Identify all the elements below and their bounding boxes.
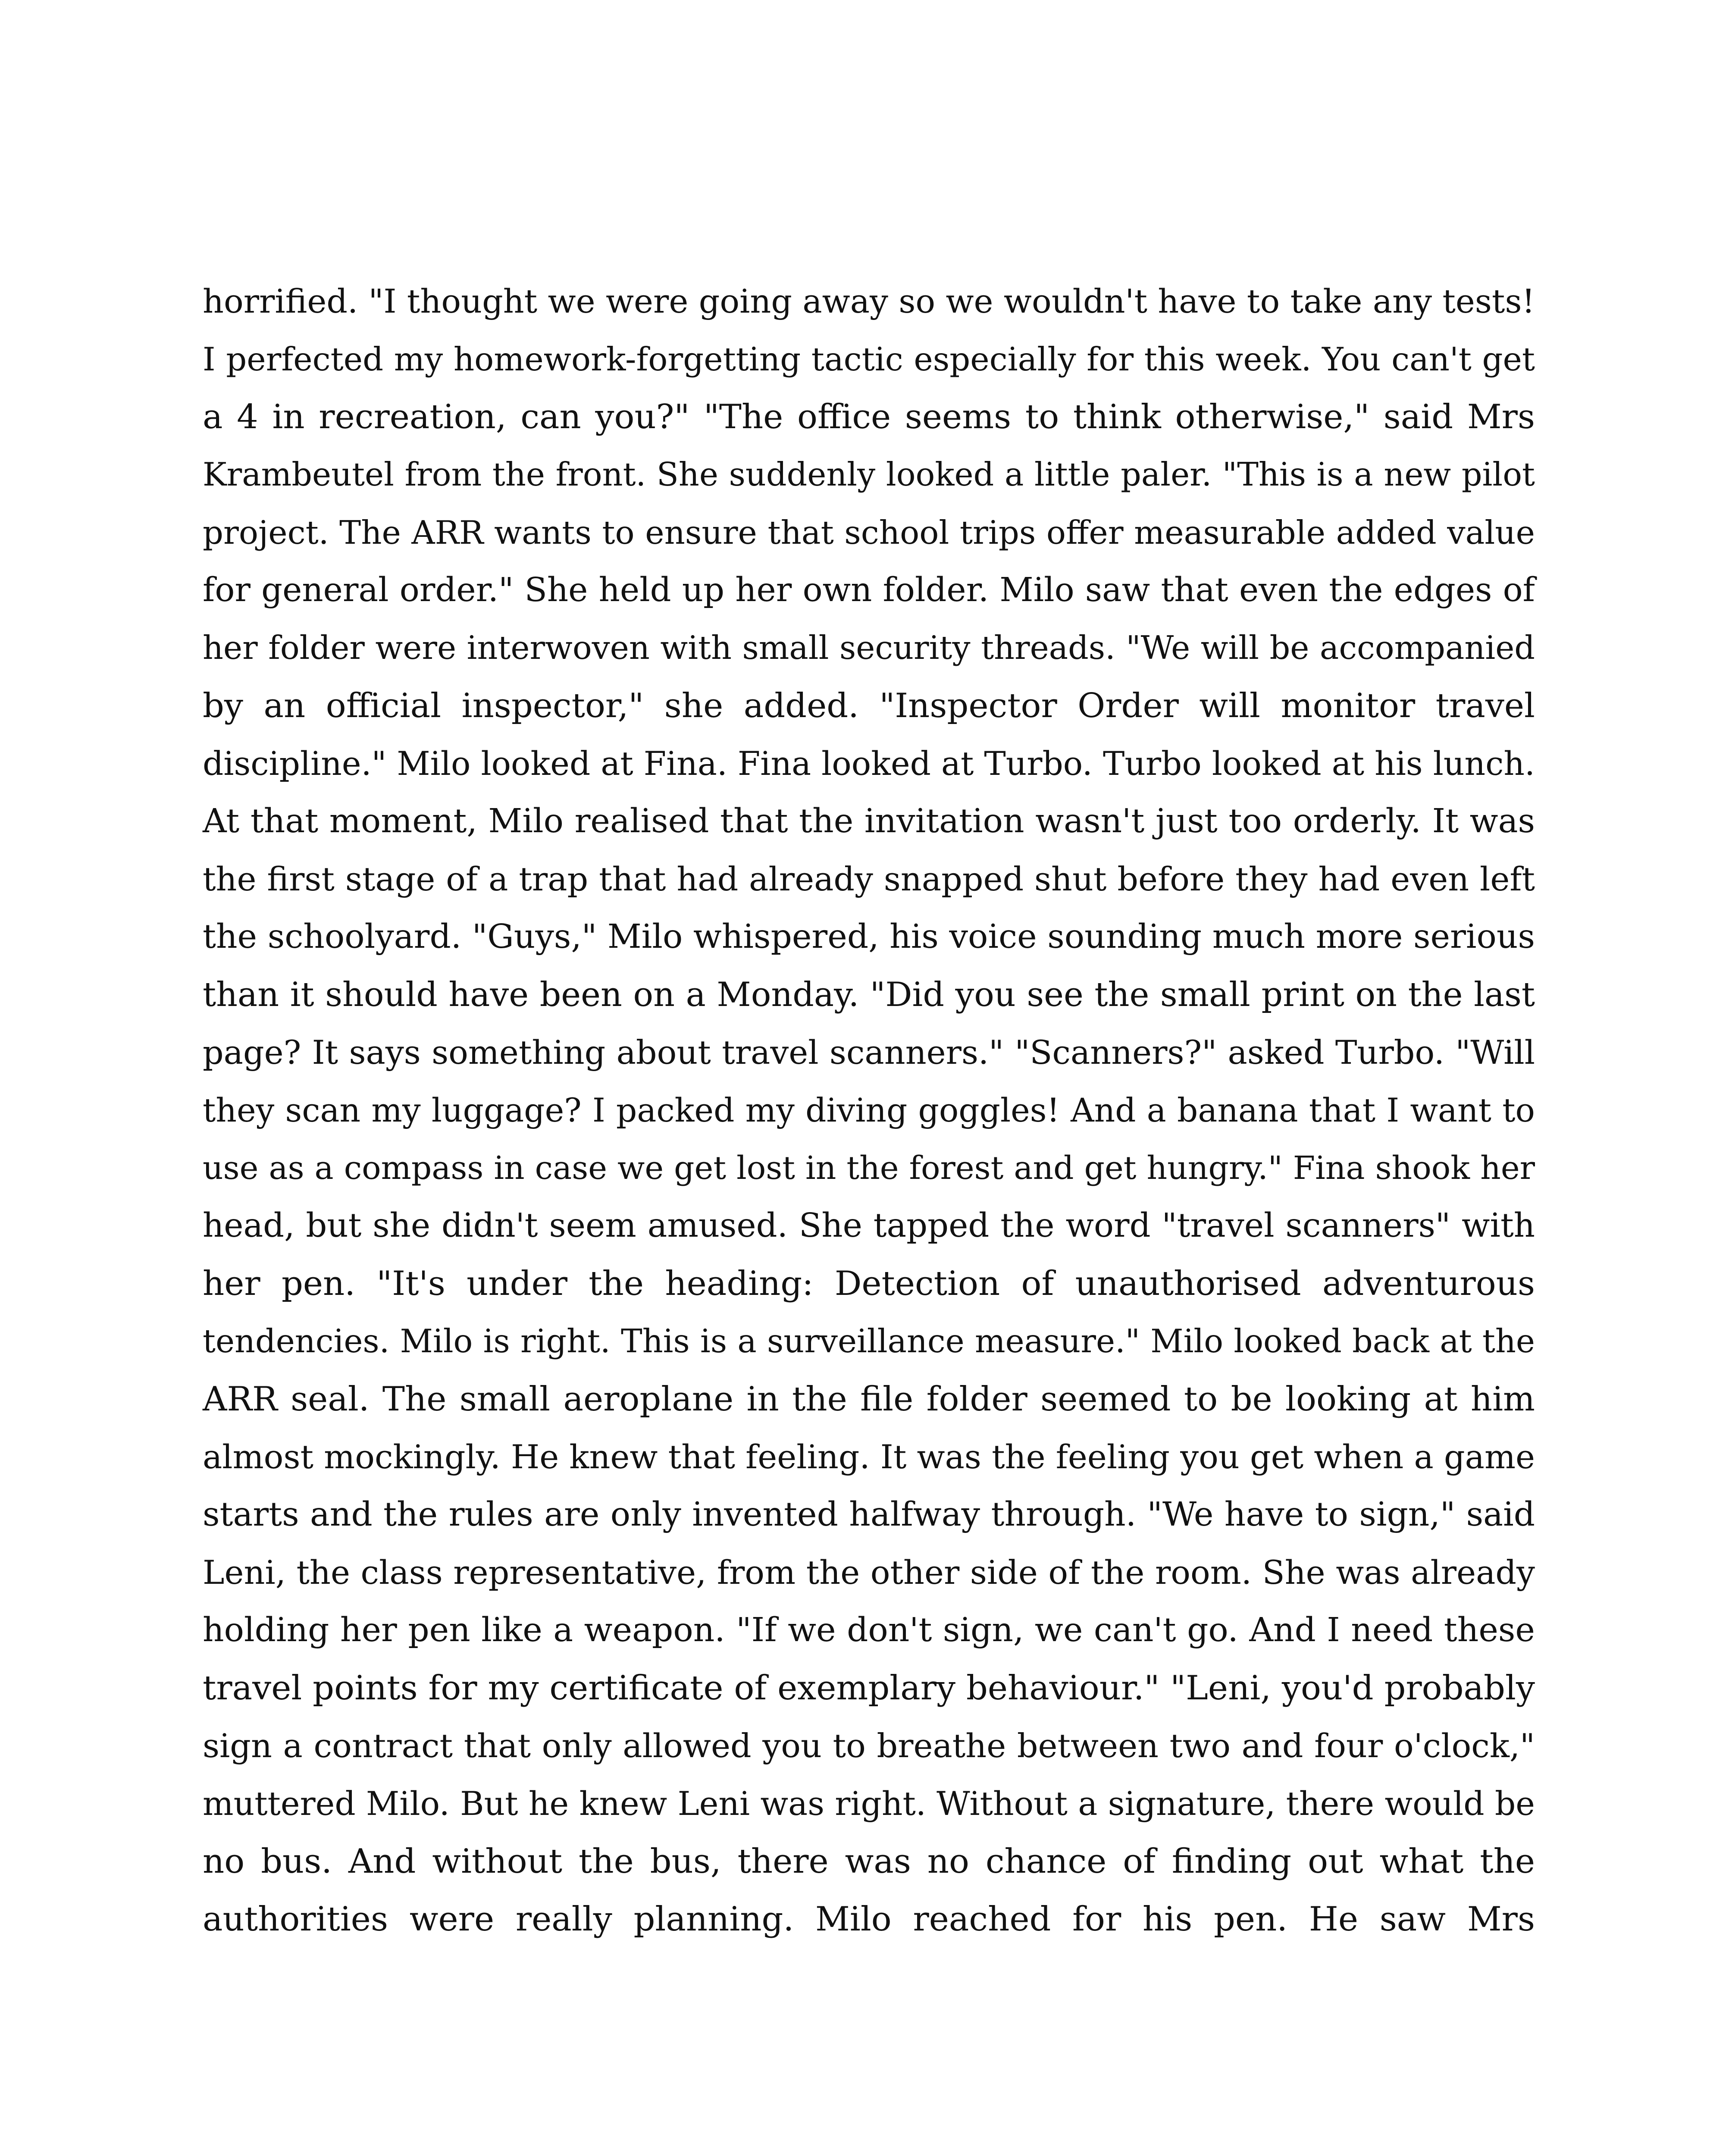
text-line: for general order." She held up her own folder. Milo saw that even the edges of — [203, 571, 1535, 609]
text-line: a 4 in recreation, can you?" "The office seems to think otherwise," said Mrs — [203, 398, 1535, 436]
text-line: her folder were interwoven with small security threads. "We will be accompanied — [203, 629, 1535, 667]
text-line: discipline." Milo looked at Fina. Fina looked at Turbo. Turbo looked at his lunch. — [203, 745, 1535, 783]
text-line: Krambeutel from the front. She suddenly looked a little paler. "This is a new pilot — [203, 456, 1535, 493]
text-line: Leni, the class representative, from the other side of the room. She was already — [203, 1553, 1535, 1592]
text-line: sign a contract that only allowed you to breathe between two and four o'clock," — [203, 1727, 1535, 1765]
text-line: head, but she didn't seem amused. She tapped the word "travel scanners" with — [203, 1206, 1535, 1245]
text-line: her pen. "It's under the heading: Detection of unauthorised adventurous — [203, 1264, 1535, 1303]
text-line: ARR seal. The small aeroplane in the file folder seemed to be looking at him — [203, 1380, 1535, 1419]
text-line: At that moment, Milo realised that the invitation wasn't just too orderly. It was — [203, 802, 1535, 840]
text-line: horrified. "I thought we were going away so we wouldn't have to take any tests! — [203, 282, 1535, 320]
text-line: holding her pen like a weapon. "If we don't sign, we can't go. And I need these — [203, 1611, 1535, 1649]
text-line: almost mockingly. He knew that feeling. It was the feeling you get when a game — [203, 1438, 1535, 1476]
text-line: authorities were really planning. Milo reached for his pen. He saw Mrs — [203, 1900, 1535, 1939]
text-line: by an official inspector," she added. "Inspector Order will monitor travel — [203, 686, 1535, 725]
text-line: project. The ARR wants to ensure that school trips offer measurable added value — [203, 514, 1535, 552]
text-line: they scan my luggage? I packed my diving goggles! And a banana that I want to — [203, 1091, 1535, 1129]
text-line: the first stage of a trap that had already snapped shut before they had even left — [203, 860, 1535, 898]
body-text — [203, 273, 1535, 1948]
text-line: muttered Milo. But he knew Leni was right. Without a signature, there would be — [203, 1785, 1535, 1823]
text-line: no bus. And without the bus, there was no chance of finding out what the — [203, 1842, 1535, 1881]
text-line: travel points for my certificate of exemplary behaviour." "Leni, you'd probably — [203, 1669, 1535, 1708]
text-line: the schoolyard. "Guys," Milo whispered, his voice sounding much more serious — [203, 918, 1535, 956]
text-line: use as a compass in case we get lost in the forest and get hungry." Fina shook her — [203, 1150, 1535, 1187]
text-line: I perfected my homework-forgetting tactic especially for this week. You can't get — [203, 340, 1535, 378]
text-line: tendencies. Milo is right. This is a surveillance measure." Milo looked back at the — [203, 1322, 1535, 1360]
text-line: starts and the rules are only invented halfway through. "We have to sign," said — [203, 1495, 1535, 1534]
text-line: than it should have been on a Monday. "Did you see the small print on the last — [203, 975, 1535, 1014]
text-line: page? It says something about travel scanners." "Scanners?" asked Turbo. "Will — [203, 1033, 1535, 1072]
